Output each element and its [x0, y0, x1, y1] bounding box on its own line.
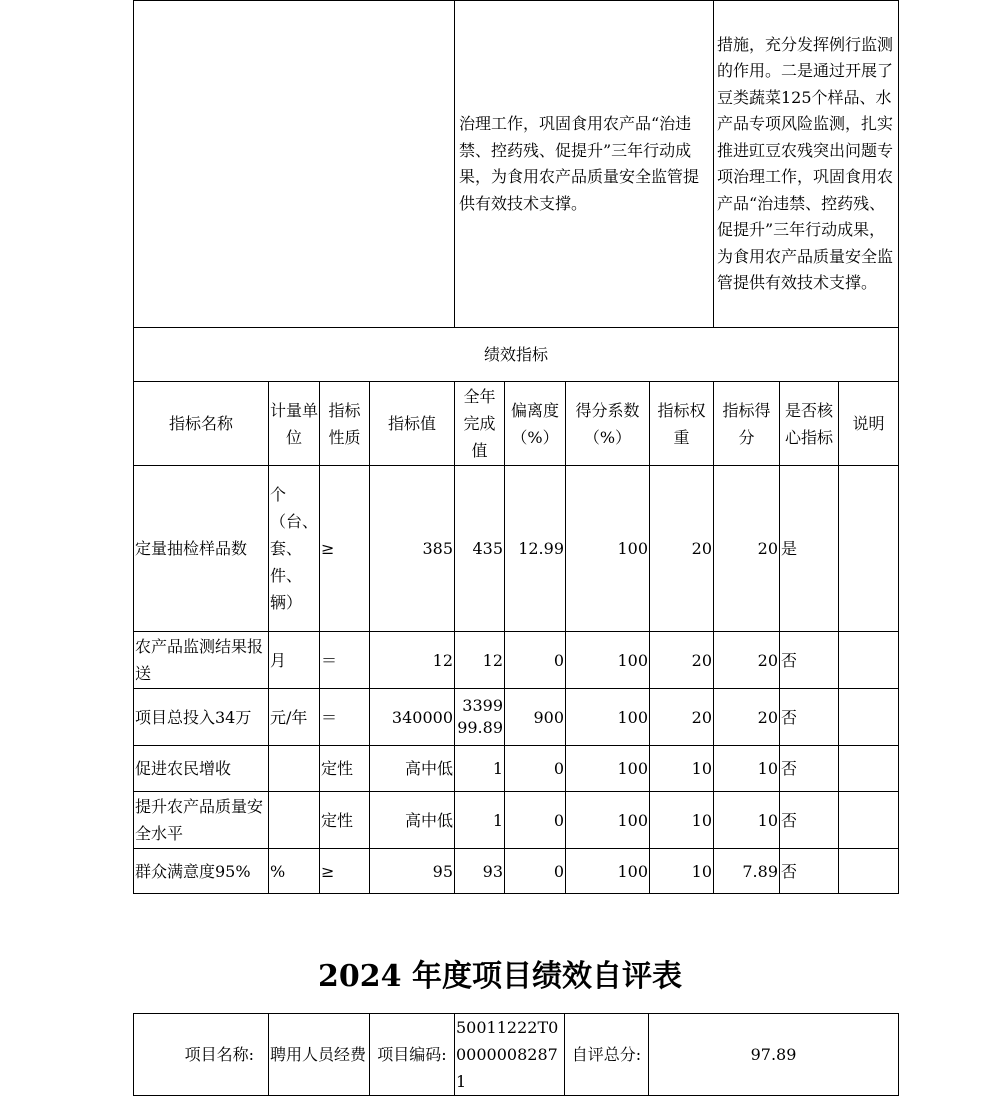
cell-actual: 12: [455, 632, 505, 689]
cell-target: 高中低: [370, 746, 455, 792]
cell-nature: 定性: [320, 792, 370, 849]
table-row: [134, 632, 899, 689]
cell-target: 12: [370, 632, 455, 689]
cell-weight: 20: [650, 466, 714, 632]
cell-name: 农产品监测结果报送: [134, 632, 269, 689]
goal-description-row: [134, 1, 899, 328]
cell-name: 提升农产品质量安全水平: [134, 792, 269, 849]
header-nature: 指标性质: [320, 382, 370, 466]
cell-actual: 1: [455, 746, 505, 792]
cell-name: 促进农民增收: [134, 746, 269, 792]
cell-nature: ≥: [320, 849, 370, 894]
cell-target: 95: [370, 849, 455, 894]
cell-weight: 20: [650, 689, 714, 746]
cell-deviation: 0: [505, 632, 566, 689]
cell-score: 10: [714, 746, 780, 792]
cell-actual: 1: [455, 792, 505, 849]
cell-score: 7.89: [714, 849, 780, 894]
cell-unit: [269, 746, 320, 792]
cell-nature: ＝: [320, 632, 370, 689]
table-row: [134, 689, 899, 746]
cell-coef: 100: [566, 689, 650, 746]
cell-nature: 定性: [320, 746, 370, 792]
table-row: [134, 746, 899, 792]
header-target: 指标值: [370, 382, 455, 466]
cell-coef: 100: [566, 849, 650, 894]
cell-deviation: 12.99: [505, 466, 566, 632]
section-title-row: [134, 328, 899, 382]
cell-actual: 339999.89: [455, 689, 505, 746]
self-score-value: 97.89: [649, 1014, 899, 1096]
form-header-table: [133, 1013, 899, 1096]
cell-score: 20: [714, 689, 780, 746]
cell-core: 否: [780, 689, 839, 746]
cell-unit: %: [269, 849, 320, 894]
empty-cell: [134, 1, 455, 328]
cell-core: 否: [780, 746, 839, 792]
header-coef: 得分系数（%）: [566, 382, 650, 466]
cell-nature: ≥: [320, 466, 370, 632]
goal-text-actual: 措施，充分发挥例行监测的作用。二是通过开展了豆类蔬菜125个样品、水产品专项风险监测，扎实推进豇豆农残突出问题专项治理工作，巩固食用农产品“治违禁、控药残、促提升”三年行动成果，为食用农产品质量安全监管提供有效技术支撑。: [714, 1, 899, 328]
header-note: 说明: [839, 382, 899, 466]
cell-core: 否: [780, 632, 839, 689]
cell-target: 高中低: [370, 792, 455, 849]
cell-note: [839, 849, 899, 894]
cell-note: [839, 746, 899, 792]
cell-unit: 月: [269, 632, 320, 689]
cell-core: 是: [780, 466, 839, 632]
goal-text-planned: 治理工作，巩固食用农产品“治违禁、控药残、促提升”三年行动成果，为食用农产品质量安全监管提供有效技术支撑。: [455, 1, 714, 328]
form-title: 2024 年度项目绩效自评表: [318, 959, 682, 994]
cell-core: 否: [780, 792, 839, 849]
cell-weight: 10: [650, 792, 714, 849]
cell-note: [839, 792, 899, 849]
cell-nature: ＝: [320, 689, 370, 746]
cell-unit: 元/年: [269, 689, 320, 746]
cell-score: 20: [714, 632, 780, 689]
header-deviation: 偏离度（%）: [505, 382, 566, 466]
table-row: [134, 466, 899, 632]
table-row: [134, 849, 899, 894]
cell-name: 定量抽检样品数: [134, 466, 269, 632]
header-actual: 全年完成值: [455, 382, 505, 466]
project-name-label: 项目名称:: [134, 1014, 269, 1096]
cell-score: 20: [714, 466, 780, 632]
cell-coef: 100: [566, 746, 650, 792]
header-weight: 指标权重: [650, 382, 714, 466]
header-name: 指标名称: [134, 382, 269, 466]
cell-note: [839, 466, 899, 632]
cell-deviation: 0: [505, 746, 566, 792]
cell-coef: 100: [566, 466, 650, 632]
header-score: 指标得分: [714, 382, 780, 466]
cell-deviation: 900: [505, 689, 566, 746]
section-title: 绩效指标: [134, 328, 899, 382]
cell-actual: 435: [455, 466, 505, 632]
table-header-row: [134, 382, 899, 466]
cell-note: [839, 632, 899, 689]
cell-note: [839, 689, 899, 746]
form-header-row: [134, 1014, 899, 1096]
self-score-label: 自评总分:: [565, 1014, 649, 1096]
cell-weight: 10: [650, 849, 714, 894]
cell-name: 项目总投入34万: [134, 689, 269, 746]
cell-actual: 93: [455, 849, 505, 894]
performance-table: [133, 0, 899, 894]
cell-weight: 20: [650, 632, 714, 689]
cell-deviation: 0: [505, 792, 566, 849]
cell-deviation: 0: [505, 849, 566, 894]
header-core: 是否核心指标: [780, 382, 839, 466]
cell-core: 否: [780, 849, 839, 894]
cell-name: 群众满意度95%: [134, 849, 269, 894]
project-code-value: 50011222T000000082871: [455, 1014, 565, 1096]
project-name-value: 聘用人员经费: [269, 1014, 370, 1096]
cell-target: 385: [370, 466, 455, 632]
cell-weight: 10: [650, 746, 714, 792]
cell-coef: 100: [566, 632, 650, 689]
table-row: [134, 792, 899, 849]
cell-unit: 个（台、套、件、辆）: [269, 466, 320, 632]
cell-score: 10: [714, 792, 780, 849]
cell-unit: [269, 792, 320, 849]
project-code-label: 项目编码:: [370, 1014, 455, 1096]
cell-target: 340000: [370, 689, 455, 746]
header-unit: 计量单位: [269, 382, 320, 466]
cell-coef: 100: [566, 792, 650, 849]
